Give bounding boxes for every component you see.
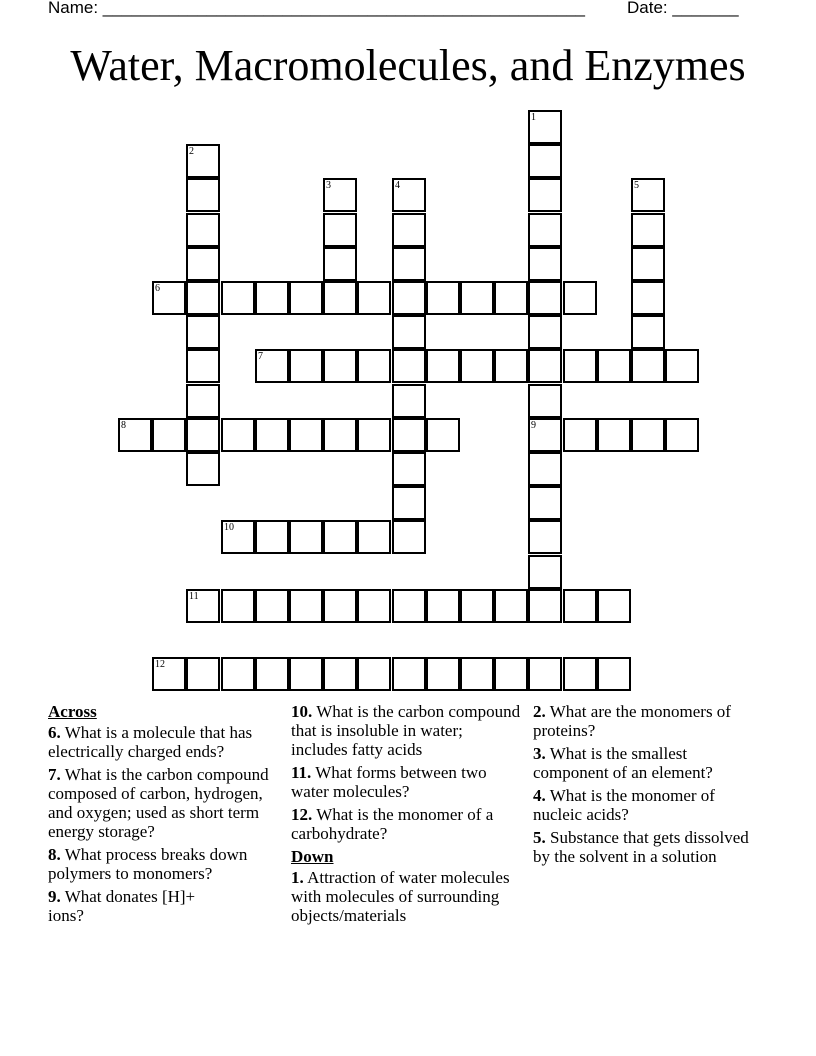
grid-cell[interactable] bbox=[426, 589, 460, 623]
grid-cell[interactable] bbox=[255, 589, 289, 623]
grid-cell[interactable] bbox=[392, 589, 426, 623]
grid-cell[interactable] bbox=[186, 418, 220, 452]
cell-number: 1 bbox=[531, 112, 536, 123]
cell-number: 6 bbox=[155, 283, 160, 294]
date-field-label: Date: _______ bbox=[627, 0, 739, 17]
grid-cell[interactable] bbox=[631, 418, 665, 452]
grid-cell[interactable] bbox=[392, 657, 426, 691]
clues-column-2 bbox=[291, 702, 523, 929]
down-clue-5: 5. Substance that gets dissolved by the solvent in a solution bbox=[533, 828, 749, 866]
grid-cell[interactable] bbox=[323, 178, 357, 212]
grid-cell[interactable] bbox=[289, 418, 323, 452]
grid-cell[interactable] bbox=[323, 349, 357, 383]
grid-cell[interactable] bbox=[392, 384, 426, 418]
grid-cell[interactable] bbox=[494, 349, 528, 383]
cell-number: 9 bbox=[531, 420, 536, 431]
grid-cell[interactable] bbox=[289, 520, 323, 554]
across-clue-10: 10. What is the carbon compound that is insoluble in water; includes fatty acids bbox=[291, 702, 521, 759]
across-clue-12: 12. What is the monomer of a carbohydrate? bbox=[291, 805, 494, 843]
grid-cell[interactable] bbox=[289, 589, 323, 623]
cell-number: 5 bbox=[634, 180, 639, 191]
grid-cell[interactable] bbox=[186, 281, 220, 315]
grid-cell[interactable] bbox=[528, 144, 562, 178]
cell-number: 4 bbox=[395, 180, 400, 191]
grid-cell[interactable] bbox=[631, 281, 665, 315]
grid-cell[interactable] bbox=[392, 486, 426, 520]
grid-cell[interactable] bbox=[221, 281, 255, 315]
grid-cell[interactable] bbox=[528, 486, 562, 520]
grid-cell[interactable] bbox=[186, 247, 220, 281]
grid-cell[interactable] bbox=[426, 281, 460, 315]
grid-cell[interactable] bbox=[186, 144, 220, 178]
grid-cell[interactable] bbox=[186, 315, 220, 349]
down-heading: Down bbox=[291, 847, 334, 866]
grid-cell[interactable] bbox=[392, 315, 426, 349]
grid-cell[interactable] bbox=[426, 657, 460, 691]
grid-cell[interactable] bbox=[152, 418, 186, 452]
grid-cell[interactable] bbox=[460, 281, 494, 315]
cell-number: 10 bbox=[224, 522, 234, 533]
grid-cell[interactable] bbox=[528, 555, 562, 589]
grid-cell[interactable] bbox=[528, 589, 562, 623]
grid-cell[interactable] bbox=[665, 349, 699, 383]
across-clue-11: 11. What forms between two water molecules? bbox=[291, 763, 487, 801]
grid-cell[interactable] bbox=[528, 178, 562, 212]
grid-cell[interactable] bbox=[597, 589, 631, 623]
grid-cell[interactable] bbox=[255, 349, 289, 383]
grid-cell[interactable] bbox=[357, 657, 391, 691]
grid-cell[interactable] bbox=[392, 520, 426, 554]
grid-cell[interactable] bbox=[357, 589, 391, 623]
across-clue-6: 6. What is a molecule that has electrically charged ends? bbox=[48, 723, 253, 761]
grid-cell[interactable] bbox=[186, 657, 220, 691]
grid-cell[interactable] bbox=[597, 349, 631, 383]
page-title: Water, Macromolecules, and Enzymes bbox=[70, 41, 746, 90]
cell-number: 12 bbox=[155, 659, 165, 670]
clues-column-3 bbox=[533, 702, 763, 870]
grid-cell[interactable] bbox=[392, 452, 426, 486]
grid-cell[interactable] bbox=[289, 657, 323, 691]
grid-cell[interactable] bbox=[323, 418, 357, 452]
grid-cell[interactable] bbox=[392, 349, 426, 383]
grid-cell[interactable] bbox=[186, 452, 220, 486]
grid-cell[interactable] bbox=[392, 178, 426, 212]
grid-cell[interactable] bbox=[528, 281, 562, 315]
across-heading: Across bbox=[48, 702, 97, 721]
grid-cell[interactable] bbox=[221, 418, 255, 452]
grid-cell[interactable] bbox=[494, 589, 528, 623]
grid-cell[interactable] bbox=[392, 213, 426, 247]
grid-cell[interactable] bbox=[631, 247, 665, 281]
down-clue-1: 1. Attraction of water molecules with molecules of surrounding objects/materials bbox=[291, 868, 510, 925]
grid-cell[interactable] bbox=[528, 452, 562, 486]
grid-cell[interactable] bbox=[186, 384, 220, 418]
grid-cell[interactable] bbox=[597, 657, 631, 691]
grid-cell[interactable] bbox=[221, 520, 255, 554]
grid-cell[interactable] bbox=[426, 349, 460, 383]
grid-cell[interactable] bbox=[528, 349, 562, 383]
grid-cell[interactable] bbox=[255, 418, 289, 452]
name-field-label: Name: ___________________________________________________ bbox=[48, 0, 585, 17]
grid-cell[interactable] bbox=[323, 657, 357, 691]
across-clue-7: 7. What is the carbon compound composed of carbon, hydrogen, and oxygen; used as short term energy storage? bbox=[48, 765, 269, 841]
grid-cell[interactable] bbox=[221, 589, 255, 623]
grid-cell[interactable] bbox=[426, 418, 460, 452]
grid-cell[interactable] bbox=[631, 213, 665, 247]
grid-cell[interactable] bbox=[323, 589, 357, 623]
grid-cell[interactable] bbox=[563, 281, 597, 315]
cell-number: 3 bbox=[326, 180, 331, 191]
grid-cell[interactable] bbox=[323, 247, 357, 281]
down-clue-4: 4. What is the monomer of nucleic acids? bbox=[533, 786, 715, 824]
grid-cell[interactable] bbox=[460, 349, 494, 383]
cell-number: 2 bbox=[189, 146, 194, 157]
cell-number: 8 bbox=[121, 420, 126, 431]
grid-cell[interactable] bbox=[186, 349, 220, 383]
grid-cell[interactable] bbox=[528, 247, 562, 281]
clues-column-1 bbox=[48, 702, 284, 929]
grid-cell[interactable] bbox=[392, 418, 426, 452]
grid-cell[interactable] bbox=[118, 418, 152, 452]
grid-cell[interactable] bbox=[186, 178, 220, 212]
grid-cell[interactable] bbox=[528, 315, 562, 349]
grid-cell[interactable] bbox=[186, 213, 220, 247]
grid-cell[interactable] bbox=[186, 589, 220, 623]
grid-cell[interactable] bbox=[323, 520, 357, 554]
grid-cell[interactable] bbox=[152, 657, 186, 691]
grid-cell[interactable] bbox=[255, 281, 289, 315]
cell-number: 11 bbox=[189, 591, 199, 602]
grid-cell[interactable] bbox=[460, 657, 494, 691]
grid-cell[interactable] bbox=[528, 110, 562, 144]
grid-cell[interactable] bbox=[631, 315, 665, 349]
cell-number: 7 bbox=[258, 351, 263, 362]
grid-cell[interactable] bbox=[528, 520, 562, 554]
grid-cell[interactable] bbox=[563, 657, 597, 691]
grid-cell[interactable] bbox=[631, 349, 665, 383]
grid-cell[interactable] bbox=[563, 589, 597, 623]
grid-cell[interactable] bbox=[631, 178, 665, 212]
grid-cell[interactable] bbox=[152, 281, 186, 315]
across-clue-9: 9. What donates [H]+ ions? bbox=[48, 887, 196, 925]
grid-cell[interactable] bbox=[323, 213, 357, 247]
grid-cell[interactable] bbox=[289, 349, 323, 383]
grid-cell[interactable] bbox=[494, 657, 528, 691]
grid-cell[interactable] bbox=[357, 281, 391, 315]
grid-cell[interactable] bbox=[221, 657, 255, 691]
grid-cell[interactable] bbox=[323, 281, 357, 315]
grid-cell[interactable] bbox=[528, 384, 562, 418]
down-clue-3: 3. What is the smallest component of an element? bbox=[533, 744, 713, 782]
grid-cell[interactable] bbox=[665, 418, 699, 452]
grid-cell[interactable] bbox=[563, 349, 597, 383]
across-clue-8: 8. What process breaks down polymers to monomers? bbox=[48, 845, 248, 883]
grid-cell[interactable] bbox=[392, 281, 426, 315]
grid-cell[interactable] bbox=[357, 520, 391, 554]
grid-cell[interactable] bbox=[528, 213, 562, 247]
grid-cell[interactable] bbox=[357, 349, 391, 383]
grid-cell[interactable] bbox=[597, 418, 631, 452]
grid-cell[interactable] bbox=[563, 418, 597, 452]
grid-cell[interactable] bbox=[494, 281, 528, 315]
grid-cell[interactable] bbox=[528, 418, 562, 452]
grid-cell[interactable] bbox=[357, 418, 391, 452]
down-clue-2: 2. What are the monomers of proteins? bbox=[533, 702, 731, 740]
grid-cell[interactable] bbox=[255, 657, 289, 691]
grid-cell[interactable] bbox=[460, 589, 494, 623]
grid-cell[interactable] bbox=[528, 657, 562, 691]
grid-cell[interactable] bbox=[392, 247, 426, 281]
grid-cell[interactable] bbox=[289, 281, 323, 315]
grid-cell[interactable] bbox=[255, 520, 289, 554]
